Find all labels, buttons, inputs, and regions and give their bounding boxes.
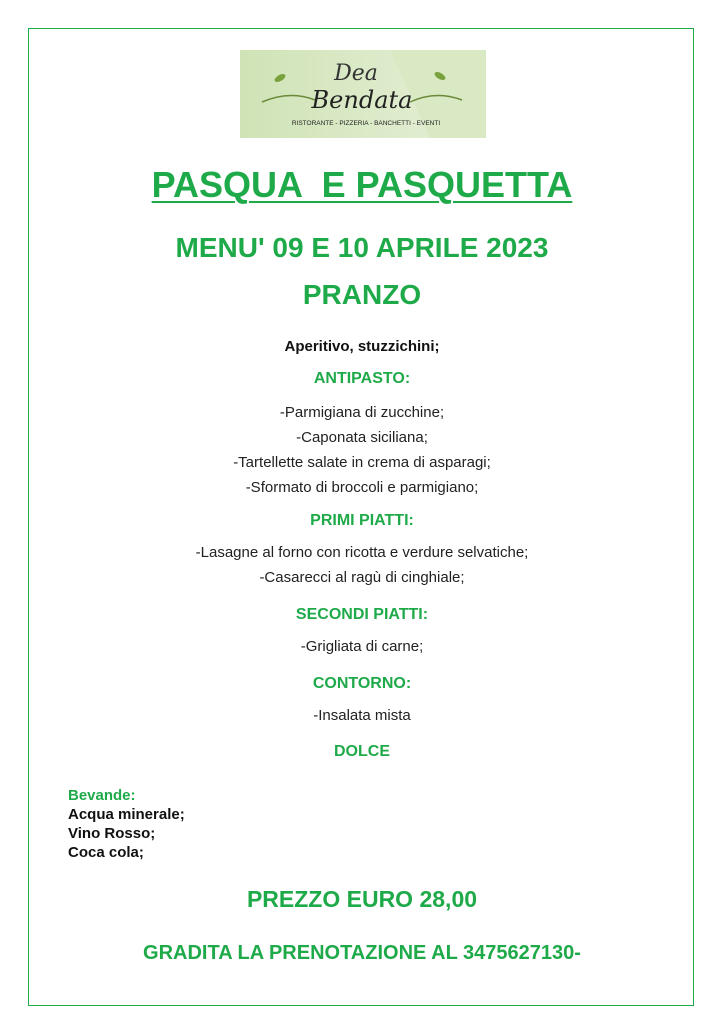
list-item: -Grigliata di carne; — [300, 638, 424, 655]
list-item: -Insalata mista — [313, 707, 411, 724]
dolce-heading: DOLCE — [334, 743, 390, 760]
beverages-block — [68, 786, 185, 862]
restaurant-logo — [240, 50, 486, 138]
list-item: -Tartellette salate in crema di asparagi; — [233, 454, 491, 471]
contorno-heading: CONTORNO: — [312, 675, 412, 692]
primi-heading: PRIMI PIATTI: — [310, 512, 414, 529]
logo-name-bottom: Bendata — [311, 86, 413, 114]
menu-date: MENU' 09 E 10 APRILE 2023 — [175, 232, 549, 263]
secondi-heading: SECONDI PIATTI: — [295, 606, 429, 623]
antipasto-heading: ANTIPASTO: — [313, 370, 411, 387]
list-item: -Sformato di broccoli e parmigiano; — [245, 479, 479, 496]
list-item: -Parmigiana di zucchine; — [279, 404, 445, 421]
aperitivo: Aperitivo, stuzzichini; — [284, 338, 440, 355]
list-item: -Caponata siciliana; — [296, 429, 428, 446]
meal-type: PRANZO — [302, 279, 422, 310]
contorno-list — [0, 703, 724, 728]
secondi-list — [0, 634, 724, 659]
antipasto-list — [0, 400, 724, 500]
list-item: Vino Rosso; — [68, 825, 156, 842]
list-item: -Casarecci al ragù di cinghiale; — [259, 569, 465, 586]
list-item: -Lasagne al forno con ricotta e verdure selvatiche; — [195, 544, 529, 561]
beverages-heading: Bevande: — [68, 787, 136, 804]
logo-tagline: RISTORANTE - PIZZERIA - BANCHETTI - EVENTI — [291, 120, 441, 127]
booking-note: GRADITA LA PRENOTAZIONE AL 3475627130- — [143, 942, 581, 964]
price: PREZZO EURO 28,00 — [246, 886, 478, 912]
logo-name-top: Dea — [334, 61, 378, 86]
list-item: Coca cola; — [68, 844, 144, 861]
list-item: Acqua minerale; — [68, 806, 185, 823]
page-title: PASQUA E PASQUETTA — [151, 164, 573, 205]
primi-list — [0, 540, 724, 590]
